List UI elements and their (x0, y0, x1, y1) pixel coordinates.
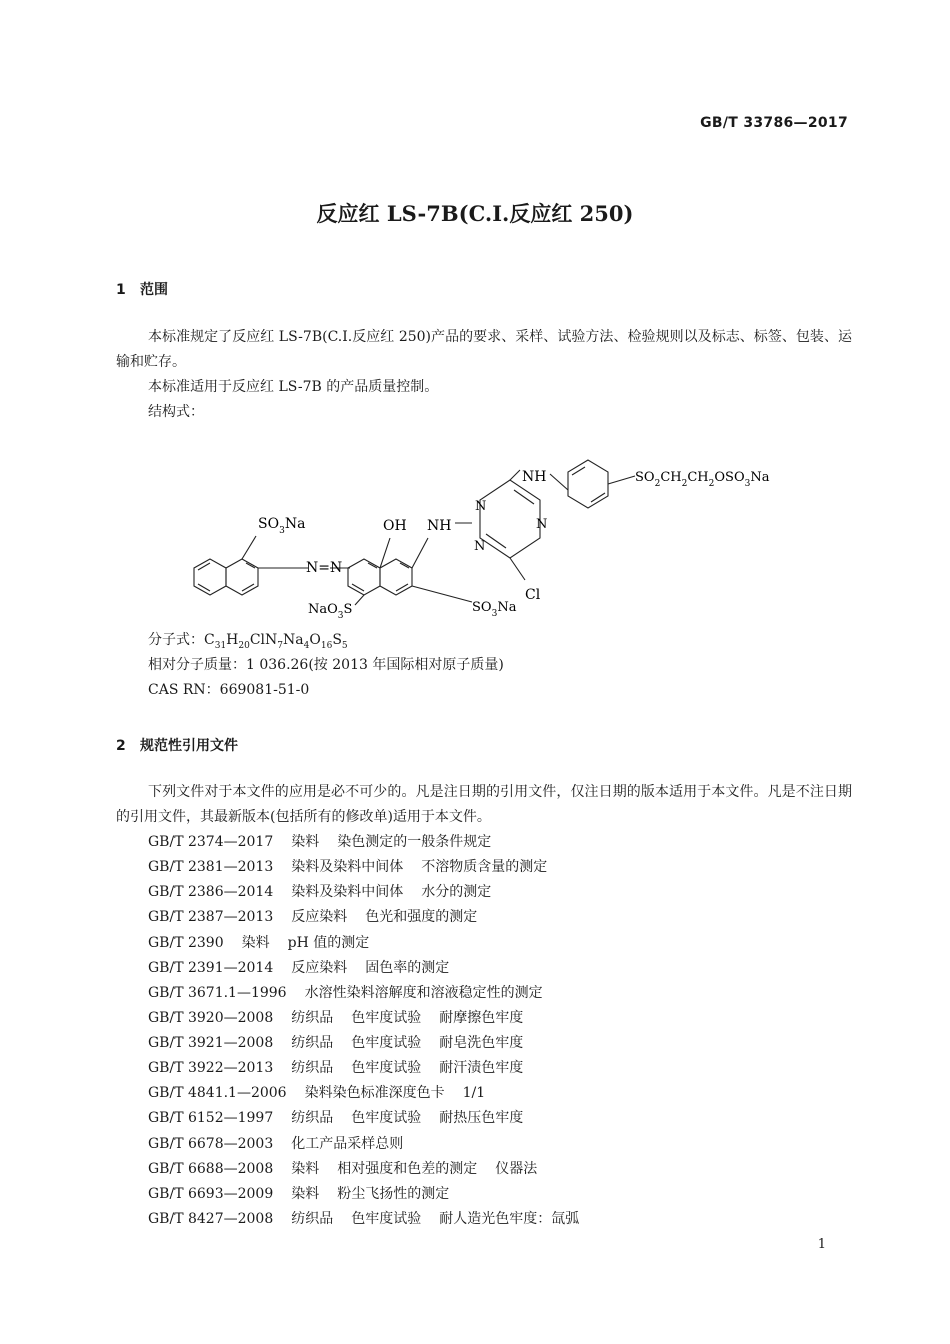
cas-number (148, 678, 309, 703)
reference-code: GB/T 4841.1—2006 (148, 1085, 287, 1102)
hydroxyl-label: OH (383, 518, 407, 534)
reference-title-part: 水溶性染料溶解度和溶液稳定性的测定 (304, 984, 543, 1001)
reference-item (148, 1106, 597, 1131)
section-number: 2 (116, 738, 126, 754)
section-title: 规范性引用文件 (140, 738, 238, 754)
reference-code: GB/T 2390 (148, 934, 224, 951)
reference-code: GB/T 3920—2008 (148, 1009, 274, 1026)
reference-title-part: 纺织品 (291, 1110, 334, 1127)
reference-item (148, 931, 597, 956)
triazine-n1: N (475, 499, 487, 514)
reference-item (148, 956, 597, 981)
triazine-n3: N (474, 539, 486, 554)
reference-title-part: pH 值的测定 (287, 934, 370, 951)
cas-value: 669081-51-0 (219, 682, 310, 698)
reference-title-part: 色牢度试验 (351, 1035, 422, 1051)
reference-code: GB/T 3671.1—1996 (148, 984, 287, 1001)
reference-list (148, 830, 597, 1232)
reference-title-part: 染料 (291, 1160, 320, 1177)
page-number: 1 (817, 1237, 826, 1252)
reference-title-part: 仪器法 (495, 1160, 538, 1177)
reference-title-part: 耐汗渍色牢度 (439, 1060, 524, 1077)
section-1-heading (116, 279, 168, 299)
mass-label: 相对分子质量： (148, 657, 246, 673)
reference-title-part: 染料 (291, 834, 320, 850)
reference-item (148, 1182, 597, 1207)
reference-title-part: 染料 (291, 1185, 320, 1202)
reference-code: GB/T 3921—2008 (148, 1035, 274, 1051)
reference-item (148, 855, 597, 880)
triazine-n2: N (536, 517, 548, 532)
reference-title-part: 粉尘飞扬性的测定 (337, 1185, 450, 1202)
cas-label: CAS RN： (148, 682, 220, 698)
references-intro: 下列文件对于本文件的应用是必不可少的。凡是注日期的引用文件，仅注日期的版本适用于本文件。凡是不注日期的引用文件，其最新版本(包括所有的修改单)适用于本文件。 (116, 784, 852, 825)
reference-title-part: 染料及染料中间体 (291, 859, 404, 876)
standard-code: GB/T 33786—2017 (700, 115, 848, 131)
azo-label: N=N (306, 560, 343, 576)
reference-item (148, 1207, 597, 1232)
page-title: 反应红 LS-7B(C.I.反应红 250) (316, 201, 634, 226)
reference-code: GB/T 6688—2008 (148, 1160, 274, 1177)
reference-title-part: 染料染色标准深度色卡 (304, 1085, 445, 1102)
reference-title-part: 耐人造光色牢度：氙弧 (439, 1210, 580, 1227)
sulfonyl-chain-label: $SO_2CH_2CH_2OSO_3Na$ (635, 470, 770, 489)
reference-code: GB/T 3922—2013 (148, 1060, 274, 1077)
top-sulfonate-label: $SO_3Na$ (258, 516, 306, 536)
bottom-sulfonate-label: $SO_3Na$ (472, 600, 517, 619)
reference-item (148, 1081, 597, 1106)
left-sulfonate-label: NaO$_3$S (308, 602, 353, 621)
reference-item (148, 1031, 597, 1056)
section-number: 1 (116, 282, 126, 298)
reference-title-part: 色牢度试验 (351, 1210, 422, 1227)
mass-value: 1 036.26(按 2013 年国际相对原子质量) (246, 657, 504, 673)
formula-value: $C_{31}H_{20}ClN_7Na_4O_{16}S_5$ (204, 632, 348, 651)
reference-item (148, 830, 597, 855)
reference-title-part: 染料及染料中间体 (291, 884, 404, 901)
scope-paragraph: 本标准规定了反应红 LS-7B(C.I.反应红 250)产品的要求、采样、试验方法、检验规则以及标志、标签、包装、运输和贮存。 (116, 329, 852, 370)
reference-title-part: 色牢度试验 (351, 1060, 422, 1077)
reference-code: GB/T 6152—1997 (148, 1110, 274, 1127)
reference-title-part: 反应染料 (291, 959, 348, 976)
reference-item (148, 1056, 597, 1081)
amine-right-label: NH (522, 469, 547, 485)
reference-title-part: 纺织品 (291, 1035, 334, 1051)
reference-title-part: 反应染料 (291, 909, 348, 926)
reference-item (148, 1132, 597, 1157)
scope-applicability: 本标准适用于反应红 LS-7B 的产品质量控制。 (148, 379, 439, 395)
reference-code: GB/T 2386—2014 (148, 884, 274, 901)
reference-title-part: 固色率的测定 (365, 959, 450, 976)
reference-title-part: 染料 (241, 934, 270, 951)
reference-title-part: 色牢度试验 (351, 1009, 422, 1026)
section-title: 范围 (140, 282, 168, 298)
reference-title-part: 纺织品 (291, 1060, 334, 1077)
reference-title-part: 化工产品采样总则 (291, 1135, 404, 1152)
chlorine-label: Cl (525, 587, 541, 603)
section-2-heading (116, 735, 238, 755)
amine-left-label: NH (427, 518, 452, 534)
reference-title-part: 水分的测定 (421, 884, 492, 901)
reference-code: GB/T 2381—2013 (148, 859, 274, 876)
reference-code: GB/T 8427—2008 (148, 1210, 274, 1227)
structural-formula (180, 450, 800, 625)
reference-title-part: 相对强度和色差的测定 (337, 1160, 478, 1177)
reference-code: GB/T 2387—2013 (148, 909, 274, 926)
reference-title-part: 耐热压色牢度 (439, 1110, 524, 1127)
reference-title-part: 不溶物质含量的测定 (421, 859, 548, 876)
reference-code: GB/T 6678—2003 (148, 1135, 274, 1152)
reference-code: GB/T 2391—2014 (148, 959, 274, 976)
reference-title-part: 色牢度试验 (351, 1110, 422, 1127)
reference-item (148, 880, 597, 905)
reference-title-part: 染色测定的一般条件规定 (337, 834, 492, 850)
reference-item (148, 905, 597, 930)
formula-label: 分子式： (148, 632, 204, 648)
molecular-mass (148, 653, 504, 678)
structure-label: 结构式： (148, 404, 204, 420)
reference-item (148, 1006, 597, 1031)
reference-title-part: 纺织品 (291, 1009, 334, 1026)
reference-item (148, 981, 597, 1006)
reference-code: GB/T 2374—2017 (148, 834, 274, 850)
reference-item (148, 1157, 597, 1182)
reference-title-part: 耐摩擦色牢度 (439, 1009, 524, 1026)
reference-title-part: 纺织品 (291, 1210, 334, 1227)
reference-title-part: 色光和强度的测定 (365, 909, 478, 926)
reference-title-part: 1/1 (462, 1085, 486, 1102)
reference-title-part: 耐皂洗色牢度 (439, 1035, 524, 1051)
reference-code: GB/T 6693—2009 (148, 1185, 274, 1202)
